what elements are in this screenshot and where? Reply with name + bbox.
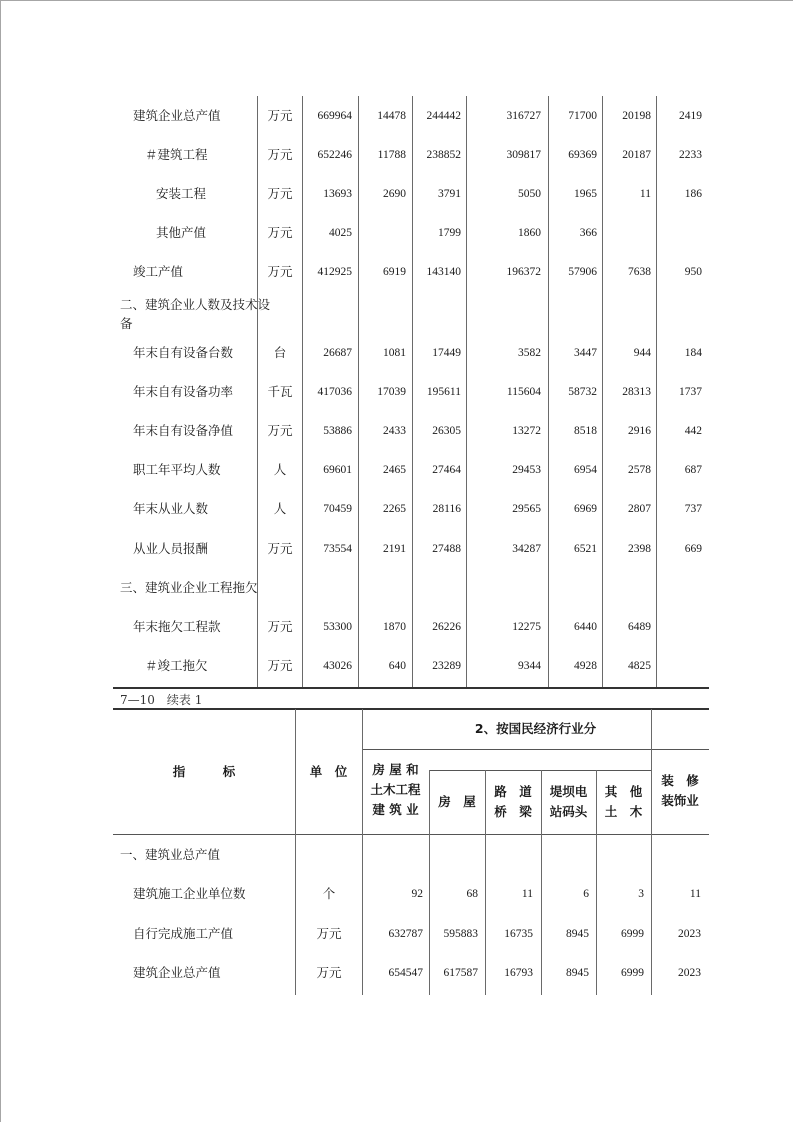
cell-value: 5050 [518, 188, 541, 200]
cell-value: 11 [521, 888, 533, 900]
row-unit: 万元 [267, 541, 293, 556]
cell-value: 143140 [426, 266, 461, 278]
cell-value: 2433 [383, 425, 406, 437]
cell-value: 6489 [628, 621, 651, 633]
row-unit: 千瓦 [267, 384, 293, 399]
cell-value: 669 [684, 543, 702, 555]
header-group-title: 2、按国民经济行业分 [474, 721, 597, 736]
cell-value: 2265 [383, 503, 406, 515]
row-label: 三、建筑业企业工程拖欠 [120, 580, 258, 595]
row-label: ＃建筑工程 [145, 147, 208, 162]
cell-value: 687 [684, 464, 702, 476]
cell-value: 28116 [432, 503, 461, 515]
page-border-left [0, 0, 1, 1122]
cell-value: 4825 [628, 660, 651, 672]
row-unit: 万元 [267, 619, 293, 634]
cell-value: 6521 [574, 543, 597, 555]
row-label: 年末自有设备净值 [133, 423, 234, 438]
row-label: 年末拖欠工程款 [133, 619, 221, 634]
row-unit: 人 [273, 462, 287, 477]
cell-value: 11 [639, 188, 651, 200]
bottom-table-column-divider [362, 709, 363, 995]
header-building-civil-line2: 土木工程 [370, 782, 421, 797]
bottom-table-top-rule [113, 708, 709, 710]
row-label: 年末自有设备功率 [133, 384, 234, 399]
cell-value: 244442 [426, 110, 461, 122]
cell-value: 184 [684, 347, 702, 359]
cell-value: 640 [388, 660, 406, 672]
header-bottom-rule [113, 834, 709, 835]
cell-value: 6919 [383, 266, 406, 278]
cell-value: 238852 [426, 149, 461, 161]
cell-value: 23289 [432, 660, 461, 672]
header-indicator: 指 标 [172, 764, 236, 779]
header-group-divider [362, 749, 709, 750]
cell-value: 2398 [628, 543, 651, 555]
cell-value: 186 [684, 188, 702, 200]
row-label: 从业人员报酬 [133, 541, 209, 556]
cell-value: 1081 [383, 347, 406, 359]
cell-value: 8518 [574, 425, 597, 437]
cell-value: 13272 [512, 425, 541, 437]
row-label: 安装工程 [156, 186, 207, 201]
row-label: 二、建筑企业人数及技术设 [120, 297, 271, 312]
row-unit: 人 [273, 501, 287, 516]
cell-value: 417036 [317, 386, 352, 398]
cell-value: 28313 [622, 386, 651, 398]
cell-value: 26687 [323, 347, 352, 359]
bottom-table-column-divider [295, 709, 296, 995]
cell-value: 195611 [426, 386, 461, 398]
cell-value: 26226 [432, 621, 461, 633]
cell-value: 4928 [574, 660, 597, 672]
cell-value: 71700 [568, 110, 597, 122]
cell-value: 53886 [323, 425, 352, 437]
header-other-civil-line2: 土 木 [604, 804, 643, 819]
header-decoration-line1: 装 修 [661, 773, 699, 788]
header-dam-line2: 站码头 [549, 804, 588, 819]
cell-value: 652246 [317, 149, 352, 161]
header-road-bridge-line2: 桥 梁 [494, 804, 532, 819]
top-table-column-divider [466, 96, 467, 687]
cell-value: 73554 [323, 543, 352, 555]
cell-value: 316727 [506, 110, 541, 122]
cell-value: 442 [684, 425, 702, 437]
cell-value: 8945 [566, 967, 589, 979]
cell-value: 1799 [438, 227, 461, 239]
cell-value: 3791 [438, 188, 461, 200]
row-label: 年末从业人数 [133, 501, 209, 516]
cell-value: 2465 [383, 464, 406, 476]
cell-value: 34287 [512, 543, 541, 555]
cell-value: 2807 [628, 503, 651, 515]
cell-value: 2690 [383, 188, 406, 200]
cell-value: 2916 [628, 425, 651, 437]
bottom-table-column-divider [541, 770, 542, 995]
cell-value: 9344 [518, 660, 541, 672]
header-decoration-line2: 装饰业 [661, 793, 699, 808]
cell-value: 16793 [504, 967, 533, 979]
row-label: 一、建筑业总产值 [120, 847, 221, 862]
cell-value: 27488 [432, 543, 461, 555]
cell-value: 29565 [512, 503, 541, 515]
cell-value: 1737 [679, 386, 702, 398]
row-unit: 万元 [267, 225, 293, 240]
cell-value: 6954 [574, 464, 597, 476]
header-other-civil-line1: 其 他 [604, 784, 643, 799]
row-unit: 万元 [267, 423, 293, 438]
cell-value: 43026 [323, 660, 352, 672]
cell-value: 1860 [518, 227, 541, 239]
row-unit: 万元 [267, 147, 293, 162]
cell-value: 412925 [317, 266, 352, 278]
row-label: 竣工产值 [133, 264, 184, 279]
cell-value: 617587 [443, 967, 478, 979]
row-unit: 万元 [267, 658, 293, 673]
row-label: 职工年平均人数 [133, 462, 221, 477]
header-building-civil-line3: 建 筑 业 [372, 802, 419, 817]
cell-value: 4025 [329, 227, 352, 239]
row-unit: 台 [273, 345, 287, 360]
cell-value: 57906 [568, 266, 597, 278]
bottom-table-column-divider [429, 770, 430, 995]
cell-value: 27464 [432, 464, 461, 476]
cell-value: 115604 [506, 386, 541, 398]
cell-value: 69369 [568, 149, 597, 161]
cell-value: 7638 [628, 266, 651, 278]
cell-value: 29453 [512, 464, 541, 476]
top-table-bottom-rule [113, 687, 709, 689]
cell-value: 944 [633, 347, 651, 359]
row-label: ＃竣工拖欠 [145, 658, 208, 673]
cell-value: 1870 [383, 621, 406, 633]
cell-value: 12275 [512, 621, 541, 633]
header-unit: 单 位 [309, 764, 348, 779]
cell-value: 2578 [628, 464, 651, 476]
cell-value: 13693 [323, 188, 352, 200]
cell-value: 737 [684, 503, 702, 515]
cell-value: 2023 [678, 967, 701, 979]
cell-value: 3582 [518, 347, 541, 359]
header-building-civil-line1: 房 屋 和 [372, 762, 419, 777]
cell-value: 69601 [323, 464, 352, 476]
cell-value: 950 [684, 266, 702, 278]
cell-value: 595883 [443, 928, 478, 940]
cell-value: 1965 [574, 188, 597, 200]
cell-value: 3447 [574, 347, 597, 359]
row-label: 其他产值 [156, 225, 207, 240]
bottom-table-column-divider [651, 709, 652, 995]
bottom-table-column-divider [596, 770, 597, 995]
cell-value: 2233 [679, 149, 702, 161]
cell-value: 16735 [504, 928, 533, 940]
cell-value: 53300 [323, 621, 352, 633]
cell-value: 309817 [506, 149, 541, 161]
cell-value: 20187 [622, 149, 651, 161]
row-label: 自行完成施工产值 [133, 926, 234, 941]
row-label: 建筑施工企业单位数 [133, 886, 246, 901]
cell-value: 92 [411, 888, 423, 900]
cell-value: 669964 [317, 110, 352, 122]
continuation-label: 7—10 续表 1 [120, 693, 203, 707]
cell-value: 70459 [323, 503, 352, 515]
row-unit: 个 [322, 886, 336, 901]
row-label: 建筑企业总产值 [133, 965, 221, 980]
row-unit: 万元 [267, 264, 293, 279]
cell-value: 366 [579, 227, 597, 239]
cell-value: 2191 [383, 543, 406, 555]
header-sub-divider [429, 770, 651, 771]
row-label: 建筑企业总产值 [133, 108, 221, 123]
row-unit: 万元 [267, 186, 293, 201]
page-border-top [0, 0, 793, 1]
row-label: 年末自有设备台数 [133, 345, 234, 360]
bottom-table-column-divider [485, 770, 486, 995]
header-housing: 房 屋 [438, 794, 476, 809]
header-road-bridge-line1: 路 道 [494, 784, 532, 799]
cell-value: 6999 [621, 928, 644, 940]
cell-value: 26305 [432, 425, 461, 437]
cell-value: 2023 [678, 928, 701, 940]
cell-value: 2419 [679, 110, 702, 122]
row-unit: 万元 [316, 926, 342, 941]
cell-value: 8945 [566, 928, 589, 940]
row-unit: 万元 [267, 108, 293, 123]
cell-value: 6969 [574, 503, 597, 515]
row-unit: 万元 [316, 965, 342, 980]
cell-value: 14478 [377, 110, 406, 122]
cell-value: 58732 [568, 386, 597, 398]
cell-value: 11788 [377, 149, 406, 161]
cell-value: 6999 [621, 967, 644, 979]
cell-value: 632787 [388, 928, 423, 940]
cell-value: 17039 [377, 386, 406, 398]
cell-value: 17449 [432, 347, 461, 359]
header-dam-line1: 堤坝电 [549, 784, 588, 799]
cell-value: 68 [466, 888, 478, 900]
cell-value: 196372 [506, 266, 541, 278]
row-label-continued: 备 [120, 316, 133, 331]
cell-value: 6440 [574, 621, 597, 633]
cell-value: 6 [583, 888, 589, 900]
cell-value: 20198 [622, 110, 651, 122]
cell-value: 11 [689, 888, 701, 900]
cell-value: 3 [638, 888, 644, 900]
cell-value: 654547 [388, 967, 423, 979]
